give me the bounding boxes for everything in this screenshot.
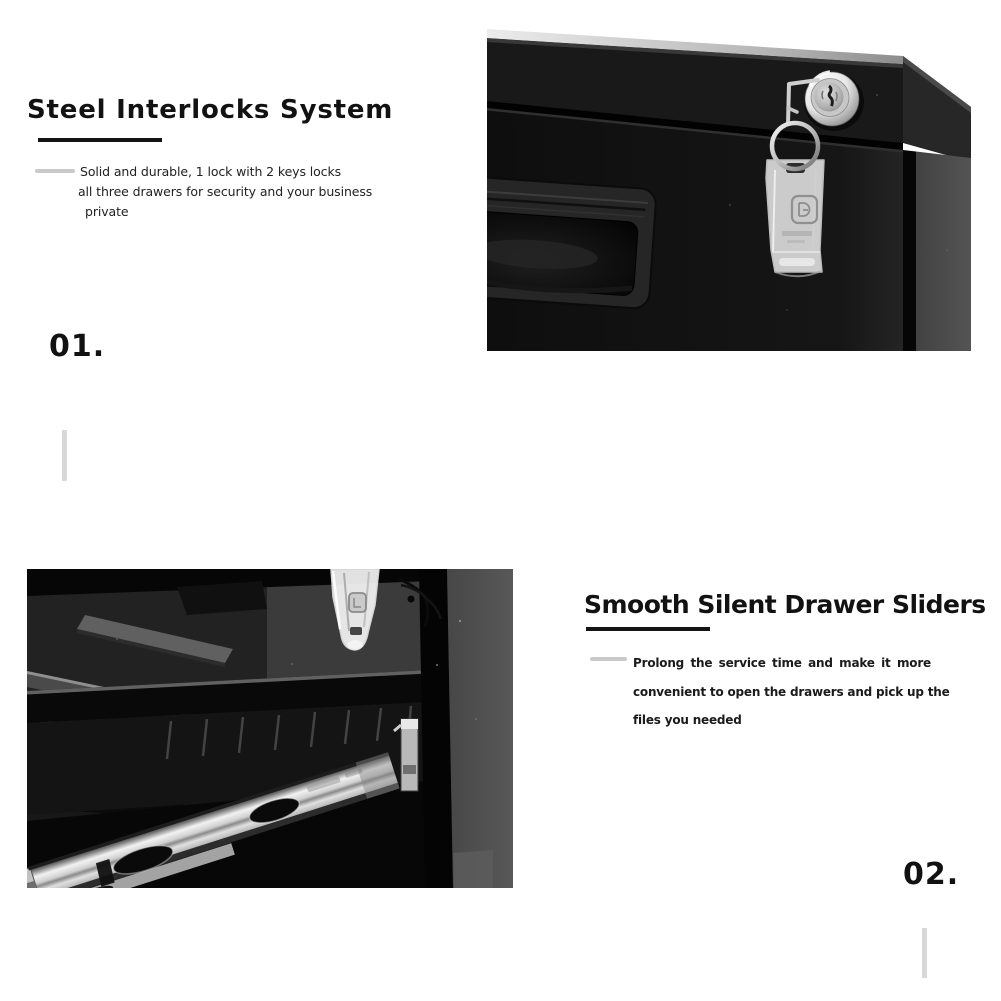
feature-description-2 xyxy=(633,649,950,735)
vertical-divider xyxy=(62,430,67,481)
key-tag-logo xyxy=(349,593,366,612)
title-underline xyxy=(586,627,710,631)
section-number-01: 01. xyxy=(49,329,106,364)
description-line: all three drawers for security and your business xyxy=(78,184,373,199)
drawer-handle xyxy=(487,176,657,310)
lock-and-keys-photo xyxy=(487,0,975,351)
description-line: convenient to open the drawers and pick up the xyxy=(633,684,950,699)
description-line: private xyxy=(85,204,129,219)
drawer-slider-photo xyxy=(27,569,513,888)
bullet-dash xyxy=(35,169,75,173)
description-line: Solid and durable, 1 lock with 2 keys locks xyxy=(80,164,341,179)
key-tag xyxy=(766,160,824,276)
feature-description-1 xyxy=(80,162,390,222)
cabinet-side-panel xyxy=(903,150,971,351)
vertical-divider xyxy=(922,928,927,978)
lock-photo-illustration xyxy=(487,0,975,351)
description-line: Prolong the service time and make it more xyxy=(633,656,931,670)
feature-title-drawer-sliders: Smooth Silent Drawer Sliders xyxy=(584,590,986,619)
slider-photo-illustration xyxy=(27,569,513,888)
section-number-02: 02. xyxy=(903,857,960,892)
description-line: files you needed xyxy=(633,713,742,727)
feature-title-steel-interlocks: Steel Interlocks System xyxy=(27,95,394,125)
cabinet-side-column xyxy=(419,569,513,888)
title-underline xyxy=(38,138,162,142)
bullet-dash xyxy=(590,657,627,661)
